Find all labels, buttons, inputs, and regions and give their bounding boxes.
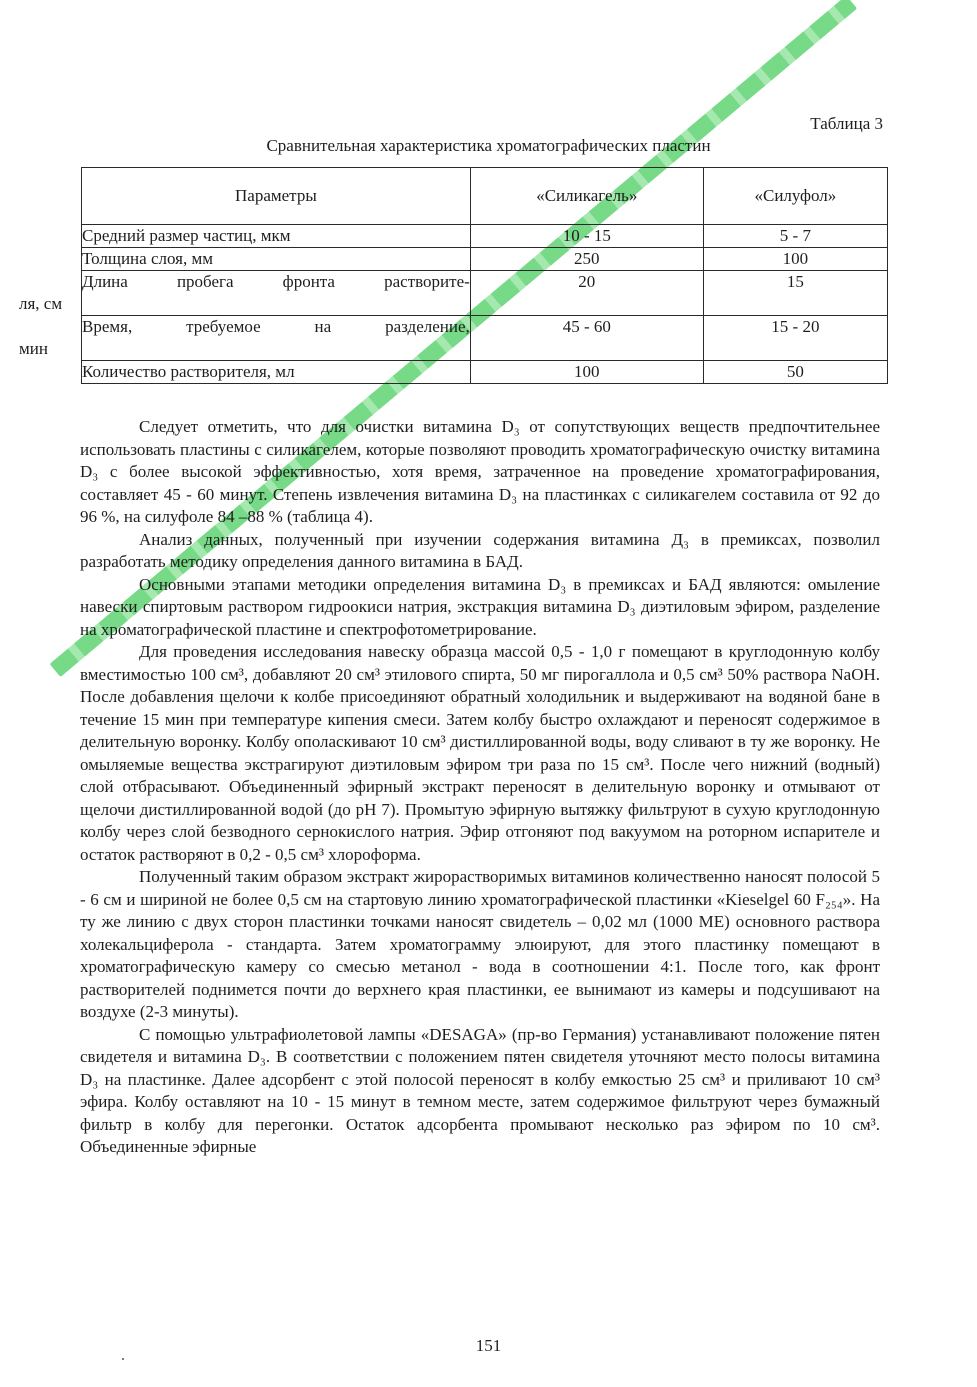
comparison-table [19, 167, 888, 384]
header-silufol: «Силуфол» [703, 168, 887, 225]
silica-value: 250 [470, 248, 703, 271]
param-cell [82, 248, 471, 271]
param-text: Средний размер частиц, мкм [82, 226, 291, 245]
table-row [82, 248, 888, 271]
param-cell [82, 225, 471, 248]
paragraph: Основными этапами методики определения витамина D₃ в премиксах и БАД являются: омыление навески спиртовым раствором гидроокиси натрия, экстракция витамина D₃ диэтиловым эфиром, разделение на хроматографической пластине и спектрофотометрирование. [80, 574, 880, 639]
page-number: 151 [475, 1336, 502, 1355]
silica-value: 100 [470, 361, 703, 384]
header-silica: «Силикагель» [470, 168, 703, 225]
param-text-continued: ля, см [19, 294, 63, 313]
table-row [82, 361, 888, 384]
param-cell [19, 271, 471, 316]
param-text: Толщина слоя, мм [82, 249, 213, 268]
paragraph: Полученный таким образом экстракт жирорастворимых витаминов количественно наносят полосой 5 - 6 см и шириной не более 0,5 см на стартовую линию хроматографической пластинки «Kieselgel 60 F₂₅₄». На ту же линию с двух сторон пластинки точками наносят свидетель – 0,02 мл (1000 МЕ) основного раствора холекальциферола - стандарта. Затем хроматограмму элюируют, для этого пластинку помещают в хроматографическую камеру со смесью метанол - вода в соотношении 4:1. После того, как фронт растворителей поднимется почти до верхнего края пластинки, ее вынимают из камеры и подсушивают на воздухе (2-3 минуты). [80, 867, 880, 1021]
scan-speck [122, 1358, 124, 1360]
paragraph: Анализ данных, полученный при изучении содержания витамина Д₃ в премиксах, позволил разработать методику определения данного витамина в БАД. [80, 529, 880, 571]
paragraph: Следует отметить, что для очистки витамина D₃ от сопутствующих веществ предпочтительнее использовать пластины с силикагелем, которые позволяют проводить хроматографическую очистку витамина D₃ с более высокой эффективностью, хотя время, затраченное на проведение хроматографирования, составляет 45 - 60 минут. Степень извлечения витамина D₃ на пластинках с силикагелем составила от 92 до 96 %, на силуфоле 84 –88 % (таблица 4). [80, 417, 880, 526]
param-text: Длина пробега фронта растворите- [82, 272, 470, 291]
table-row [82, 225, 888, 248]
silufol-value: 50 [703, 361, 887, 384]
table-header-row [82, 168, 888, 225]
param-text: Количество растворителя, мл [82, 362, 295, 381]
table-title: Сравнительная характеристика хроматографических пластин [266, 136, 711, 155]
paragraph: С помощью ультрафиолетовой лампы «DESAGA» (пр-во Германия) устанавливают положение пятен свидетеля и витамина D₃. В соответствии с положением пятен свидетеля уточняют место полосы витамина D₃ на пластинке. Далее адсорбент с этой полосой переносят в колбу емкостью 25 см³ и приливают 10 см³ эфира. Колбу оставляют на 10 - 15 минут в темном месте, затем содержимое фильтруют через бумажный фильтр в колбу для перегонки. Остаток адсорбента промывают несколько раз эфиром по 10 см³. Объединенные эфирные [80, 1024, 880, 1156]
silufol-value: 5 - 7 [703, 225, 887, 248]
silica-value: 10 - 15 [470, 225, 703, 248]
header-parameters: Параметры [82, 168, 471, 225]
table-row [82, 271, 888, 316]
silica-value: 45 - 60 [470, 316, 703, 361]
body-text [80, 416, 880, 1159]
param-text: Время, требуемое на разделение, [82, 317, 470, 336]
param-text-continued: мин [19, 339, 48, 358]
silufol-value: 15 - 20 [703, 316, 887, 361]
table-row [82, 316, 888, 361]
param-cell [19, 316, 471, 361]
silufol-value: 15 [703, 271, 887, 316]
silufol-value: 100 [703, 248, 887, 271]
paragraph: Для проведения исследования навеску образца массой 0,5 - 1,0 г помещают в круглодонную колбу вместимостью 100 см³, добавляют 20 см³ этилового спирта, 50 мг пирогаллола и 0,5 см³ 50% раствора NaOH. После добавления щелочи к колбе присоединяют обратный холодильник и выдерживают на водяной бане в течение 15 мин при температуре кипения смеси. Затем колбу быстро охлаждают и переносят содержимое в делительную воронку. Колбу ополаскивают 10 см³ дистиллированной воды, воду сливают в ту же воронку. Не омыляемые вещества экстрагируют диэтиловым эфиром три раза по 15 см³. После чего нижний (водный) слой отбрасывают. Объединенный эфирный экстракт переносят в делительную воронку и отмывают от щелочи дистиллированной водой (до рН 7). Промытую эфирную вытяжку фильтруют в сухую круглодонную колбу через слой безводного сернокислого натрия. Эфир отгоняют под вакуумом на роторном испарителе и остаток растворяют в 0,2 - 0,5 см³ хлороформа. [80, 642, 880, 864]
table-label: Таблица 3 [810, 114, 883, 133]
param-cell [82, 361, 471, 384]
silica-value: 20 [470, 271, 703, 316]
